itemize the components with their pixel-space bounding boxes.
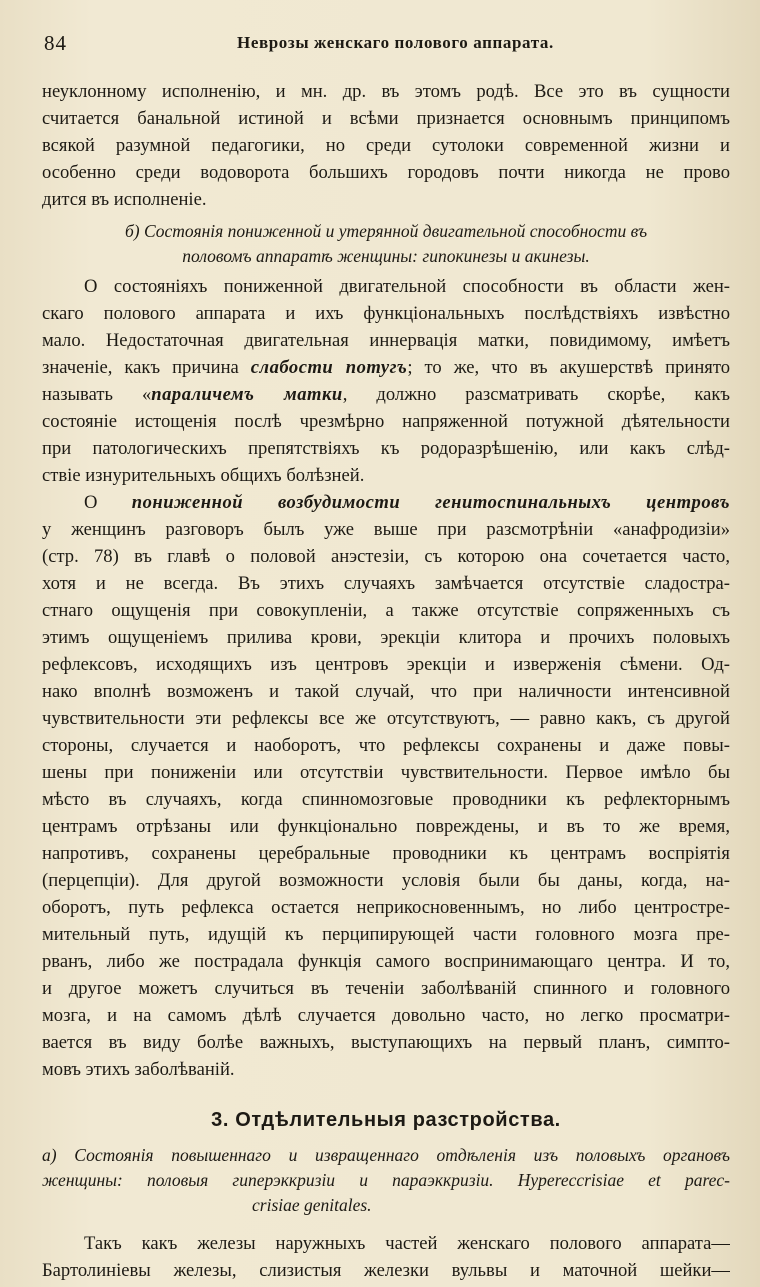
text-line: мало. Недостаточная двигательная иннервація матки, повидимому, имѣетъ: [42, 330, 730, 351]
text-line: стороны, случается и наоборотъ, что рефлексы сохранены и даже повы-: [42, 735, 730, 756]
text-line: [42, 489, 730, 516]
text-line: состояніе истощенія послѣ чрезмѣрно напряженной потужной дѣятельности: [42, 411, 730, 432]
text-run: О: [84, 492, 132, 513]
text-line: вается въ виду болѣе важныхъ, выступающихъ на первый планъ, симпто-: [42, 1032, 730, 1053]
emphasis-term: параличемъ матки: [151, 384, 343, 405]
text-line: ствіе изнурительныхъ общихъ болѣзней.: [42, 465, 365, 486]
text-line: О состояніяхъ пониженной двигательной способности въ области жен-: [84, 276, 730, 297]
paragraph-3: [42, 489, 730, 1083]
text-line: при патологическихъ препятствіяхъ къ родоразрѣшенію, или какъ слѣд-: [42, 438, 730, 459]
text-line: [42, 354, 730, 381]
text-line: чувствительности эти рефлексы все же отсутствуютъ, — равно какъ, съ другой: [42, 708, 730, 729]
paragraph-2: [42, 273, 730, 489]
text-line: этимъ ощущеніемъ прилива крови, эрекціи клитора и прочихъ половыхъ: [42, 627, 730, 648]
paragraph-1: [42, 78, 730, 213]
subsection-heading-line: б) Состоянія пониженной и утерянной двигательной способности въ: [124, 221, 648, 241]
text-line: шены при пониженіи или отсутствіи чувствительности. Первое имѣло бы: [42, 762, 730, 783]
running-head: [42, 31, 730, 57]
text-line: неуклонному исполненію, и мн. др. въ этомъ родѣ. Все это въ сущности: [42, 81, 730, 102]
page-number: 84: [44, 31, 67, 55]
subsection-heading-line: половомъ аппаратѣ женщины: гипокинезы и акинезы.: [182, 246, 590, 266]
text-line: мительный путь, идущій къ перципирующей части головного мозга пре-: [42, 924, 730, 945]
text-line: напротивъ, сохранены церебральные проводники къ центрамъ воспріятія: [42, 843, 730, 864]
text-line: считается банальной истиной и всѣми признается основнымъ принципомъ: [42, 108, 730, 129]
text-line: (стр. 78) въ главѣ о половой анэстезіи, съ которою она сочетается часто,: [42, 546, 730, 567]
section-subheading-line: женщины: половыя гиперэккризіи и параэккризіи. Hypereccrisiae et parec-: [42, 1170, 730, 1190]
section-subheading-line: crisiae genitales.: [252, 1195, 372, 1215]
text-line: и другое можетъ случиться въ теченіи заболѣваній спинного и головного: [42, 978, 730, 999]
text-line: у женщинъ разговоръ былъ уже выше при разсмотрѣніи «анафродизіи»: [42, 519, 730, 540]
text-line: скаго полового аппарата и ихъ функціональныхъ послѣдствіяхъ извѣстно: [42, 303, 730, 324]
running-title: Неврозы женскаго полового аппарата.: [237, 33, 554, 52]
text-line: Такъ какъ железы наружныхъ частей женскаго полового аппарата—: [84, 1233, 730, 1254]
text-line: мовъ этихъ заболѣваній.: [42, 1059, 235, 1080]
text-line: мѣсто въ случаяхъ, когда спинномозговые проводники къ рефлекторнымъ: [42, 789, 730, 810]
text-line: всякой разумной педагогики, но среди сутолоки современной жизни и: [42, 135, 730, 156]
text-line: (перцепціи). Для другой возможности условія были бы даны, когда, на-: [42, 870, 730, 891]
section-title: 3. Отдѣлительныя разстройства.: [211, 1109, 561, 1131]
text-line: Бартолиніевы железы, слизистыя железки вульвы и маточной шейки—: [42, 1260, 730, 1281]
text-line: мозга, и на самомъ дѣлѣ случается довольно часто, но легко просматри-: [42, 1005, 730, 1026]
text-line: оборотъ, путь рефлекса остается неприкосновеннымъ, но либо центростре-: [42, 897, 730, 918]
text-line: центрамъ отрѣзаны или функціонально повреждены, и въ то же время,: [42, 816, 730, 837]
text-line: особенно среди водоворота большихъ городовъ почти никогда не прово: [42, 162, 730, 183]
emphasis-term: пониженной возбудимости генитоспинальныхъ центровъ: [131, 492, 730, 513]
text-run: , должно разсматривать скорѣе, какъ: [342, 384, 730, 405]
text-line: рванъ, либо же пострадала функція самого воспринимающаго центра. И то,: [42, 951, 730, 972]
text-line: хотя и не всегда. Въ этихъ случаяхъ замѣчается отсутствіе сладостра-: [42, 573, 730, 594]
subsection-heading-b: [42, 219, 730, 269]
text-line: нако вполнѣ возможенъ и такой случай, что при наличности интенсивной: [42, 681, 730, 702]
page-body: [42, 78, 730, 1284]
emphasis-term: слабости потугъ: [250, 357, 408, 378]
text-run: ; то же, что въ акушерствѣ принято: [407, 357, 730, 378]
paragraph-4: [42, 1230, 730, 1284]
text-line: дится въ исполненіе.: [42, 189, 207, 210]
text-run: называть «: [42, 384, 152, 405]
section-subheading-line: а) Состоянія повышеннаго и извращеннаго отдѣленія изъ половыхъ органовъ: [42, 1145, 730, 1165]
section-subheading: [42, 1143, 730, 1218]
text-run: значеніе, какъ причина: [42, 357, 251, 378]
text-line: стнаго ощущенія при совокупленіи, а также отсутствіе сопряженныхъ съ: [42, 600, 730, 621]
text-line: [42, 381, 730, 408]
text-line: рефлексовъ, исходящихъ изъ центровъ эрекціи и изверженія сѣмени. Од-: [42, 654, 730, 675]
